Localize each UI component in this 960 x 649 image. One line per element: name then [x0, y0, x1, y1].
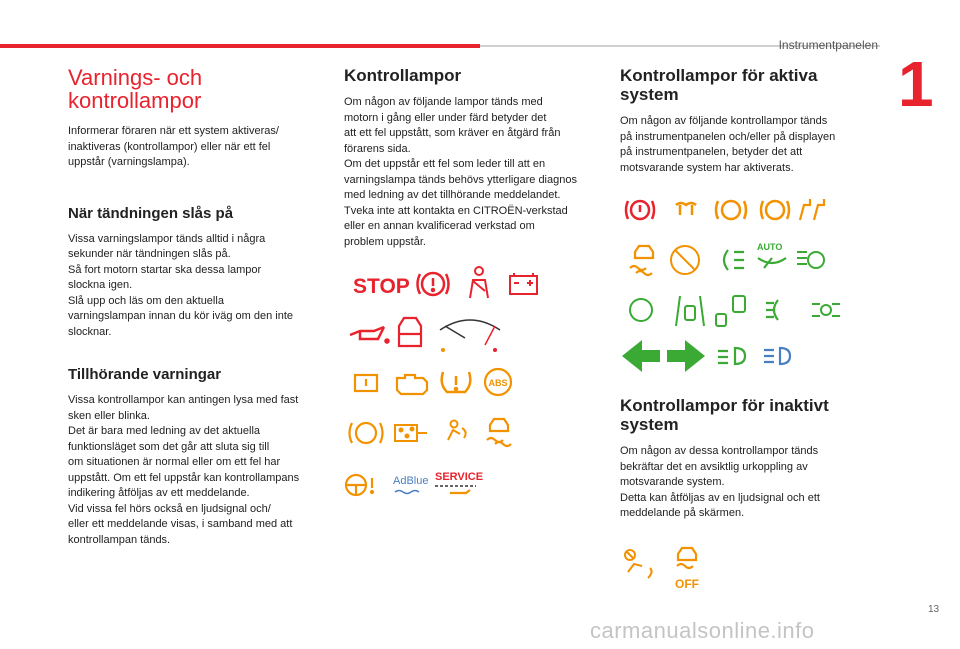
chapter-number: 1 — [898, 48, 934, 120]
service-label: SERVICE — [435, 471, 484, 483]
section-title: Varnings- och kontrollampor — [68, 65, 203, 113]
adblue-label: AdBlue — [393, 475, 429, 487]
watermark: carmanualsonline.info — [590, 618, 815, 643]
inactive-systems-text: Om någon av dessa kontrollampor tänds bekräftar det en avsiktlig urkoppling av motsvarande system. Detta kan åtföljas av en ljudsignal och ett meddelande på skärmen. — [620, 445, 820, 519]
intro-text: Informerar föraren när ett system aktiveras/ inaktiveras (kontrollampor) eller när ett fel uppstår (varningslampa). — [68, 125, 279, 168]
ignition-text: Vissa varningslampor tänds alltid i några sekunder när tändningen slås på. Så fort motorn startar ska dessa lampor slockna igen. Slå upp och läs om den aktuella varningslampan innan du kör iväg om den inte slocknar. — [68, 232, 294, 338]
heading-warning-lamps: Kontrollampor — [344, 66, 462, 85]
passenger-airbag-off-icon — [625, 550, 652, 578]
off-label: OFF — [675, 577, 699, 591]
esc-off-icon — [675, 548, 699, 591]
heading-active-systems: Kontrollampor för aktiva system — [620, 66, 818, 104]
auto-label: AUTO — [757, 242, 783, 252]
warning-lamps-text: Om någon av följande lampor tänds med motorn i gång eller under färd betyder det att ett fel uppstått, som kräver en åtgärd från förarens sida. Om det uppstår ett fel som leder till att en varningslampa tänds behövs ytterligare diagnos med ledning av det tillhörande meddelandet. Tveka inte att kontakta en CITROËN-verkstad eller en annan kvalificerad verkstad om problem uppstår. — [344, 96, 577, 248]
stop-icon: STOP — [353, 275, 410, 298]
heading-related: Tillhörande varningar — [68, 366, 222, 383]
related-text: Vissa kontrollampor kan antingen lysa med fast sken eller blinka. Det är bara med ledning av det aktuella funktionsläget som det går att sluta sig till om situationen är normal eller om ett fel har uppstått. Om ett fel uppstår kan kontrollampans indikering åtföljas av ett meddelande. Vid vissa fel hörs också en ljudsignal och/ eller ett meddelande visas, i samband med att kontrollampan tänds. — [68, 394, 300, 546]
page-number: 13 — [928, 604, 940, 615]
active-systems-text: Om någon av följande kontrollampor tänds på instrumentpanelen och/eller på displayen på instrumentpanelen, betyder det att motsvarande system har aktiverats. — [620, 115, 836, 174]
chapter-title: Instrumentpanelen — [778, 38, 878, 52]
heading-ignition: När tändningen slås på — [68, 204, 234, 222]
heading-inactive-systems: Kontrollampor för inaktivt system — [620, 396, 829, 434]
abs-label: ABS — [488, 378, 508, 388]
